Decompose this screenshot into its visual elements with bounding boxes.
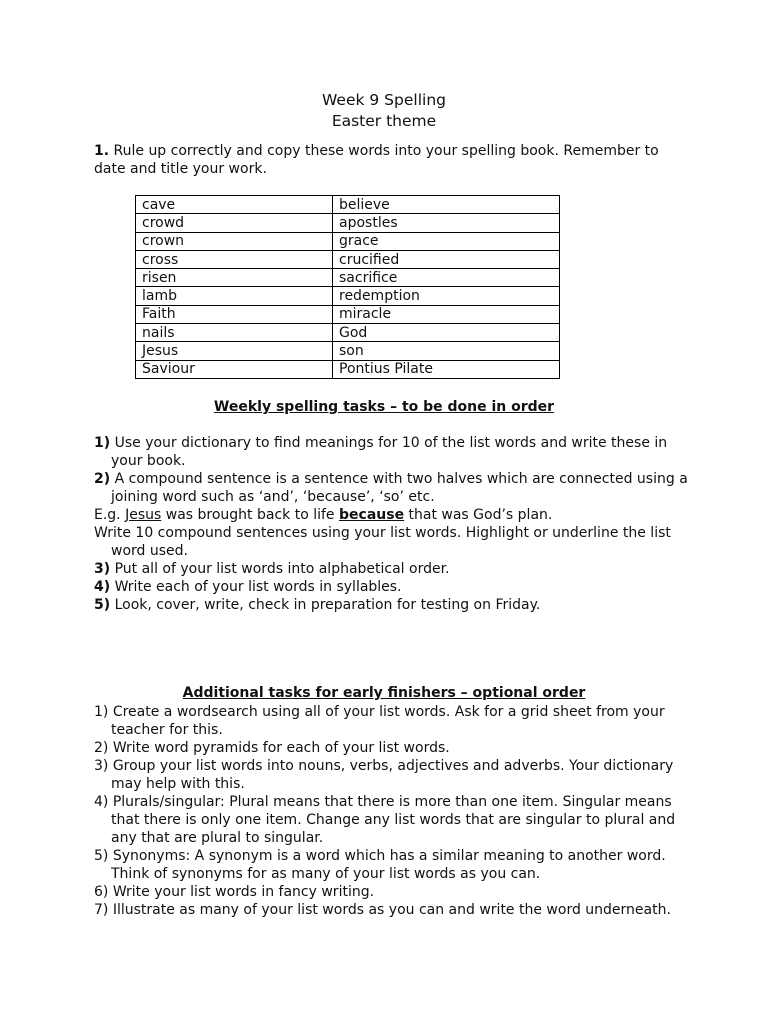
compound-sentence-instruction: Write 10 compound sentences using your list words. Highlight or underline the list word used.: [94, 525, 671, 559]
word-cell: God: [333, 324, 560, 342]
example-prefix: E.g.: [94, 507, 126, 523]
word-cell: apostles: [333, 214, 560, 232]
word-cell: redemption: [333, 287, 560, 305]
intro-instruction: [94, 142, 694, 178]
task-text: Put all of your list words into alphabetical order.: [110, 561, 450, 577]
word-cell: nails: [136, 324, 333, 342]
additional-task-1: 1) Create a wordsearch using all of your list words. Ask for a grid sheet from your teacher for this.: [94, 704, 665, 738]
additional-task-7: 7) Illustrate as many of your list words as you can and write the word underneath.: [94, 902, 671, 918]
additional-task-3: 3) Group your list words into nouns, verbs, adjectives and adverbs. Your dictionary may help with this.: [94, 758, 674, 792]
table-row: [136, 342, 560, 360]
word-cell: crucified: [333, 250, 560, 268]
weekly-task-4: [94, 578, 694, 596]
task-text: A compound sentence is a sentence with two halves which are connected using a joining word such as ‘and’, ‘because’, ‘so’ etc.: [110, 471, 688, 505]
word-cell: Saviour: [136, 360, 333, 378]
word-cell: miracle: [333, 305, 560, 323]
task-number: 4): [94, 579, 111, 595]
weekly-task-1: [94, 434, 694, 470]
additional-task-2: 2) Write word pyramids for each of your list words.: [94, 740, 450, 756]
page-title: Week 9 Spelling: [322, 91, 446, 109]
task-text: Look, cover, write, check in preparation for testing on Friday.: [110, 597, 541, 613]
task-number: 2): [94, 471, 111, 487]
task-number: 5): [94, 597, 111, 613]
table-row: [136, 324, 560, 342]
word-cell: crown: [136, 232, 333, 250]
additional-task-list: [94, 703, 694, 919]
word-cell: cave: [136, 196, 333, 214]
example-middle: was brought back to life: [161, 507, 339, 523]
example-underlined-word: Jesus: [125, 507, 162, 523]
task-text: Write each of your list words in syllables.: [110, 579, 402, 595]
additional-tasks-heading: Additional tasks for early finishers – optional order: [182, 685, 586, 701]
table-row: [136, 214, 560, 232]
table-row: [136, 287, 560, 305]
example-joining-word: because: [339, 507, 405, 523]
intro-text: Rule up correctly and copy these words into your spelling book. Remember to date and title your work.: [94, 143, 659, 177]
table-row: [136, 196, 560, 214]
weekly-task-2: [94, 470, 694, 506]
spelling-word-table: [135, 195, 560, 379]
word-cell: cross: [136, 250, 333, 268]
table-row: [136, 232, 560, 250]
word-cell: grace: [333, 232, 560, 250]
weekly-task-5: [94, 596, 694, 614]
weekly-task-3: [94, 560, 694, 578]
table-row: [136, 250, 560, 268]
additional-task-5: 5) Synonyms: A synonym is a word which has a similar meaning to another word. Think of synonyms for as many of your list words as you can.: [94, 848, 666, 882]
word-cell: Jesus: [136, 342, 333, 360]
word-cell: crowd: [136, 214, 333, 232]
word-cell: son: [333, 342, 560, 360]
task-text: Use your dictionary to find meanings for 10 of the list words and write these in your book.: [110, 435, 668, 469]
word-cell: lamb: [136, 287, 333, 305]
table-row: [136, 305, 560, 323]
additional-task-4: 4) Plurals/singular: Plural means that there is more than one item. Singular means that there is only one item. Change any list words that are singular to plural and any that are plural to singular.: [94, 794, 676, 846]
example-sentence: [94, 506, 694, 524]
task-number: 3): [94, 561, 111, 577]
additional-task-6: 6) Write your list words in fancy writing.: [94, 884, 375, 900]
table-row: [136, 360, 560, 378]
task-number: 1): [94, 435, 111, 451]
table-row: [136, 269, 560, 287]
intro-number: 1.: [94, 143, 110, 159]
word-cell: sacrifice: [333, 269, 560, 287]
example-end: that was God’s plan.: [404, 507, 553, 523]
word-cell: Pontius Pilate: [333, 360, 560, 378]
page-subtitle: Easter theme: [331, 112, 437, 130]
word-cell: Faith: [136, 305, 333, 323]
weekly-tasks-heading: Weekly spelling tasks – to be done in order: [213, 399, 555, 415]
word-cell: risen: [136, 269, 333, 287]
word-cell: believe: [333, 196, 560, 214]
weekly-task-list: [94, 434, 694, 614]
